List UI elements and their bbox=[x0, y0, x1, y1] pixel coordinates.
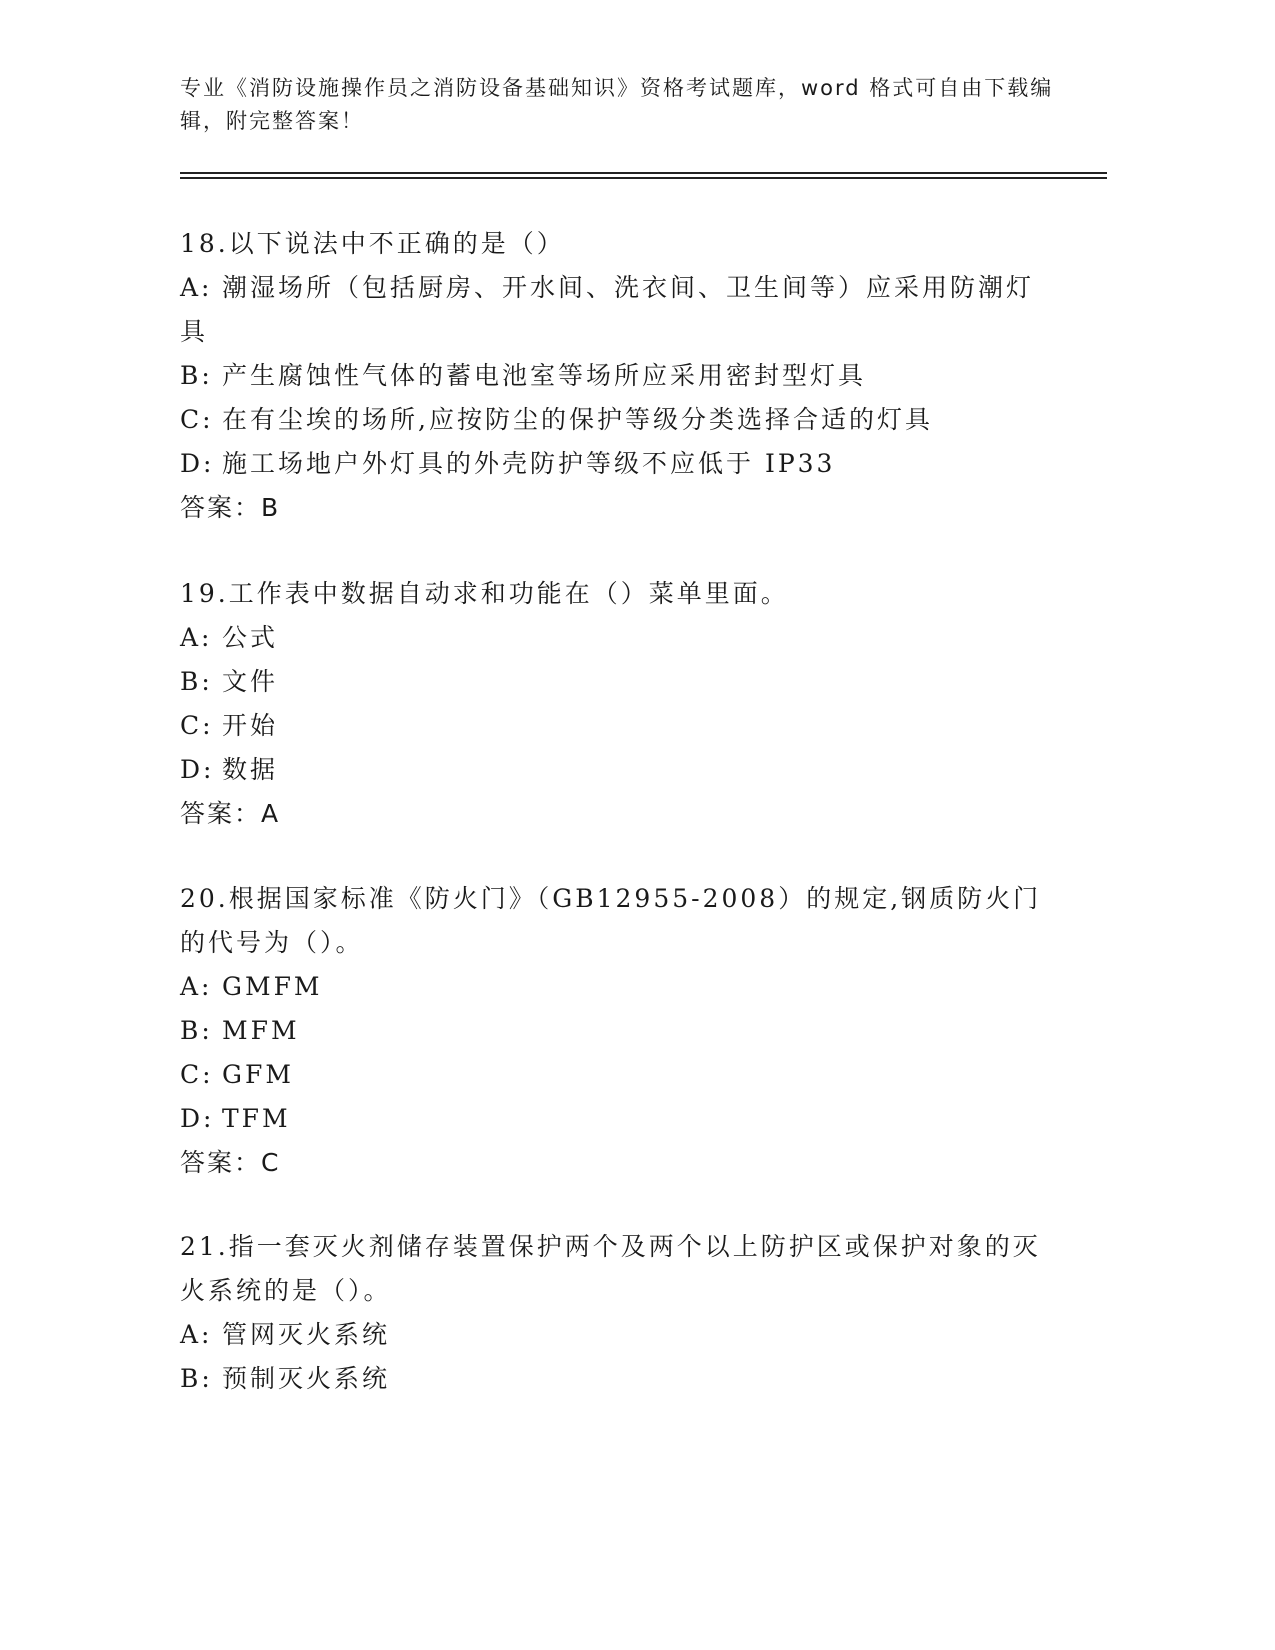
option-key: A: bbox=[180, 623, 213, 652]
option-text: 开始 bbox=[222, 711, 279, 740]
option-c bbox=[180, 704, 1060, 748]
option-b bbox=[180, 354, 1060, 398]
option-key: A: bbox=[180, 273, 213, 302]
option-a bbox=[180, 965, 1060, 1009]
option-b bbox=[180, 1357, 1060, 1401]
option-text: 预制灭火系统 bbox=[222, 1364, 391, 1393]
option-d bbox=[180, 748, 1060, 792]
option-text: 潮湿场所（包括厨房、开水间、洗衣间、卫生间等）应采用防潮灯具 bbox=[180, 273, 1035, 346]
document-header: 专业《消防设施操作员之消防设备基础知识》资格考试题库，word 格式可自由下载编辑，附完整答案！ bbox=[180, 76, 1054, 133]
option-key: C: bbox=[180, 1060, 214, 1089]
question-stem: 19.工作表中数据自动求和功能在（）菜单里面。 bbox=[180, 579, 789, 608]
option-text: GMFM bbox=[222, 972, 323, 1001]
option-a bbox=[180, 1313, 1060, 1357]
header-divider-bottom bbox=[180, 177, 1107, 179]
option-text: 施工场地户外灯具的外壳防护等级不应低于 IP33 bbox=[222, 449, 836, 478]
header-divider-top bbox=[180, 172, 1107, 174]
question-20 bbox=[180, 877, 1060, 1185]
option-text: 文件 bbox=[222, 667, 279, 696]
option-key: A: bbox=[180, 1320, 213, 1349]
option-key: A: bbox=[180, 972, 213, 1001]
question-stem: 20.根据国家标准《防火门》（GB12955-2008）的规定,钢质防火门的代号为（）。 bbox=[180, 884, 1042, 957]
question-stem: 21.指一套灭火剂储存装置保护两个及两个以上防护区或保护对象的灭火系统的是（）。 bbox=[180, 1232, 1041, 1305]
option-text: 数据 bbox=[222, 755, 279, 784]
option-c bbox=[180, 398, 1060, 442]
option-text: MFM bbox=[222, 1016, 300, 1045]
option-key: D: bbox=[180, 755, 215, 784]
answer-line: 答案：C bbox=[180, 1148, 281, 1177]
option-d bbox=[180, 1097, 1060, 1141]
option-key: C: bbox=[180, 405, 214, 434]
option-text: 管网灭火系统 bbox=[222, 1320, 391, 1349]
option-a bbox=[180, 616, 1060, 660]
option-text: 在有尘埃的场所,应按防尘的保护等级分类选择合适的灯具 bbox=[222, 405, 933, 434]
answer-line: 答案：A bbox=[180, 799, 281, 828]
option-d bbox=[180, 442, 1060, 486]
option-key: D: bbox=[180, 1104, 215, 1133]
option-text: 产生腐蚀性气体的蓄电池室等场所应采用密封型灯具 bbox=[222, 361, 867, 390]
option-text: GFM bbox=[222, 1060, 294, 1089]
option-b bbox=[180, 660, 1060, 704]
question-21 bbox=[180, 1225, 1060, 1401]
option-key: B: bbox=[180, 667, 213, 696]
option-b bbox=[180, 1009, 1060, 1053]
option-text: 公式 bbox=[222, 623, 279, 652]
answer-line: 答案：B bbox=[180, 493, 281, 522]
option-c bbox=[180, 1053, 1060, 1097]
option-key: C: bbox=[180, 711, 214, 740]
option-a bbox=[180, 266, 1060, 354]
question-19 bbox=[180, 572, 1060, 836]
option-key: D: bbox=[180, 449, 215, 478]
option-text: TFM bbox=[222, 1104, 291, 1133]
question-18 bbox=[180, 222, 1060, 530]
option-key: B: bbox=[180, 361, 213, 390]
question-stem: 18.以下说法中不正确的是（） bbox=[180, 229, 565, 258]
option-key: B: bbox=[180, 1364, 213, 1393]
option-key: B: bbox=[180, 1016, 213, 1045]
